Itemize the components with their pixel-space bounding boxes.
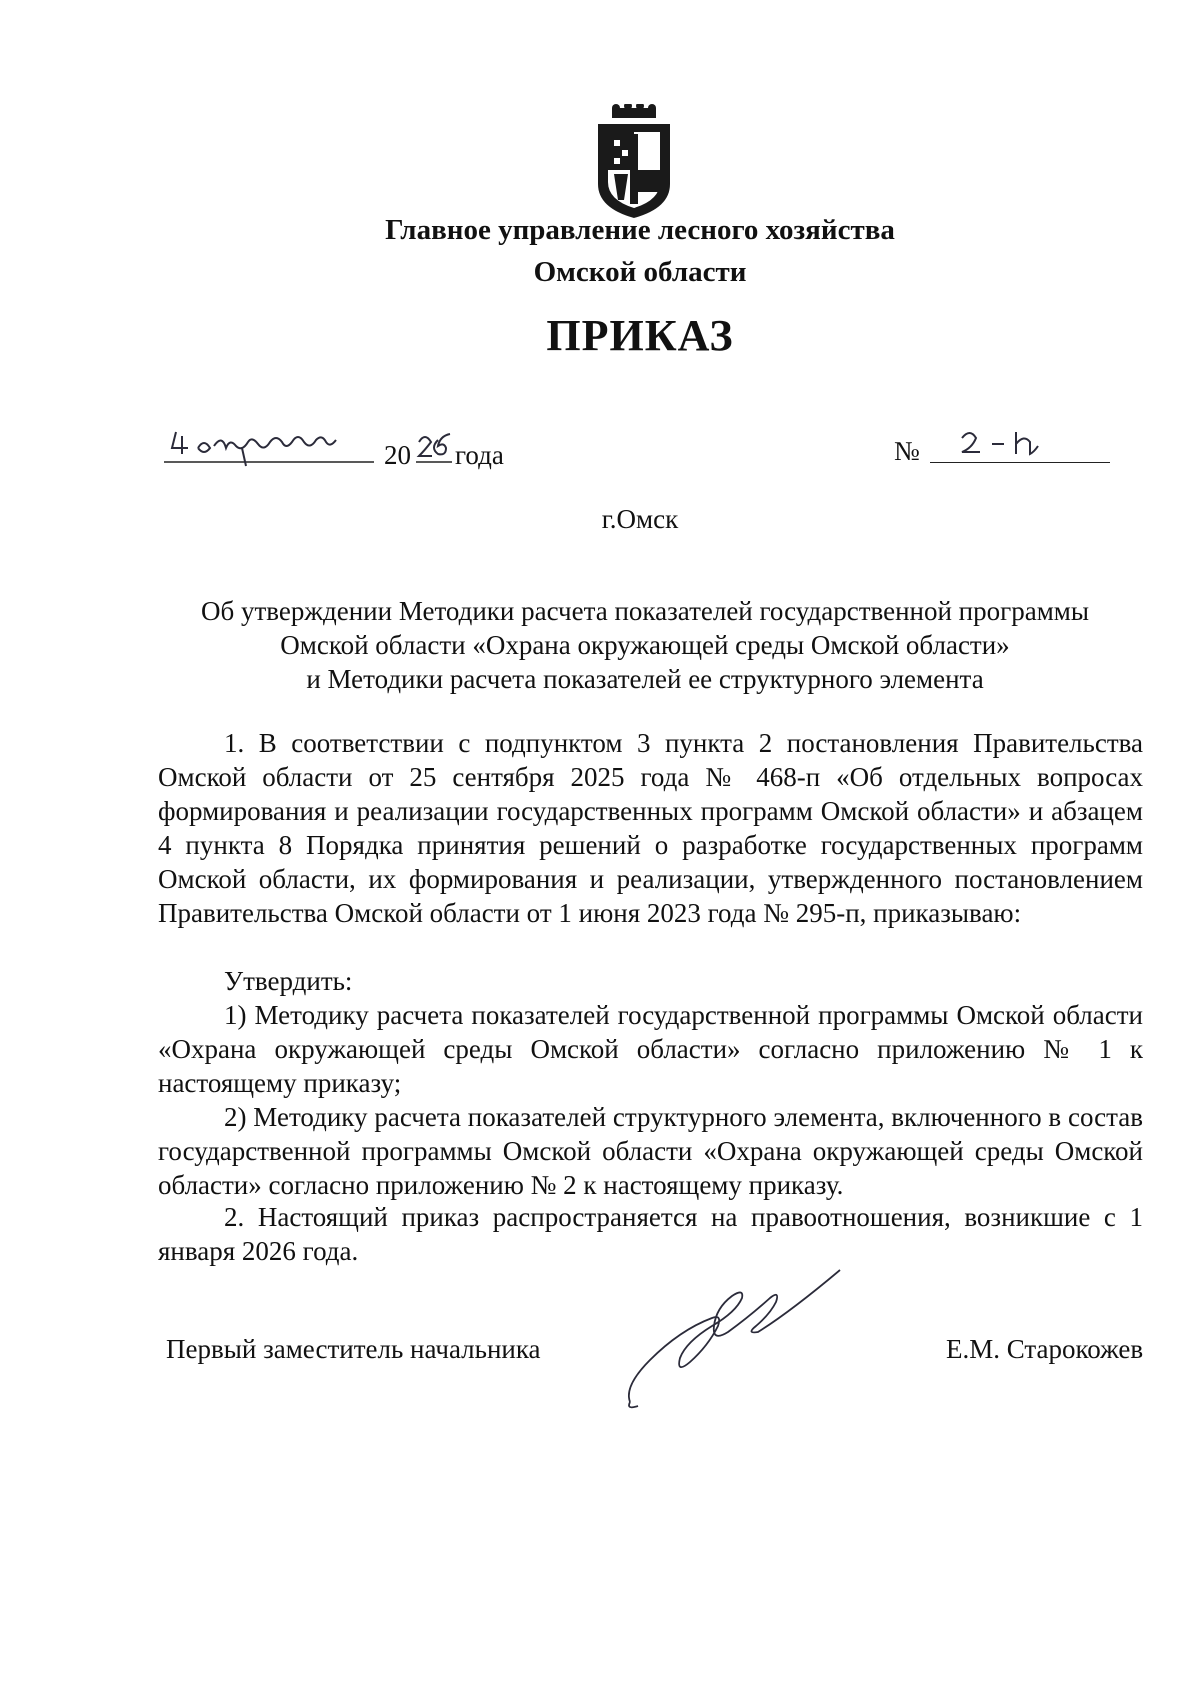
subject-line: и Методики расчета показателей ее структурного элемента: [306, 664, 984, 694]
subject-line: Об утверждении Методики расчета показателей государственной программы: [200, 596, 1090, 626]
item-1: 1) Методику расчета показателей государственной программы Омской области «Охрана окружающей среды Омской области» согласно приложению № 1 к настоящему приказу;: [158, 1000, 1143, 1098]
coat-of-arms-icon: [584, 104, 684, 220]
paragraph-2: 2. Настоящий приказ распространяется на правоотношения, возникшие с 1 января 2026 года.: [158, 1202, 1143, 1266]
paragraph-1: 1. В соответствии с подпунктом 3 пункта 2 постановления Правительства Омской области от 25 сентября 2025 года № 468-п «Об отдельных вопросах формирования и реализации государственных программ Омской области» и абзацем 4 пункта 8 Порядка принятия решений о разработке государственных программ Омской области, их формирования и реализации, утвержденного постановлением Правительства Омской области от 1 июня 2023 года № 295-п, приказываю:: [158, 728, 1143, 928]
handwritten-date: [170, 426, 380, 473]
handwritten-number: [958, 428, 1048, 467]
document-type-title: ПРИКАЗ: [546, 311, 734, 360]
signature-icon: [620, 1262, 910, 1412]
date-year-prefix: 20: [384, 440, 411, 470]
organization-name-line2: Омской области: [533, 256, 747, 288]
approve-line: Утвердить:: [224, 966, 353, 996]
item-2: 2) Методику расчета показателей структурного элемента, включенного в состав государственной программы Омской области «Охрана окружающей среды Омской области» согласно приложению № 2 к настоящему приказу.: [158, 1102, 1143, 1200]
subject-line: Омской области «Охрана окружающей среды Омской области»: [280, 630, 1010, 660]
organization-name-line1: Главное управление лесного хозяйства: [385, 214, 895, 246]
number-label: №: [894, 436, 920, 466]
date-suffix: года: [455, 440, 504, 470]
city: г.Омск: [601, 504, 679, 534]
document-subject: [160, 594, 1130, 696]
signer-name: Е.М. Старокожев: [946, 1334, 1144, 1364]
handwritten-year: [416, 428, 456, 465]
signer-position: Первый заместитель начальника: [166, 1334, 541, 1364]
